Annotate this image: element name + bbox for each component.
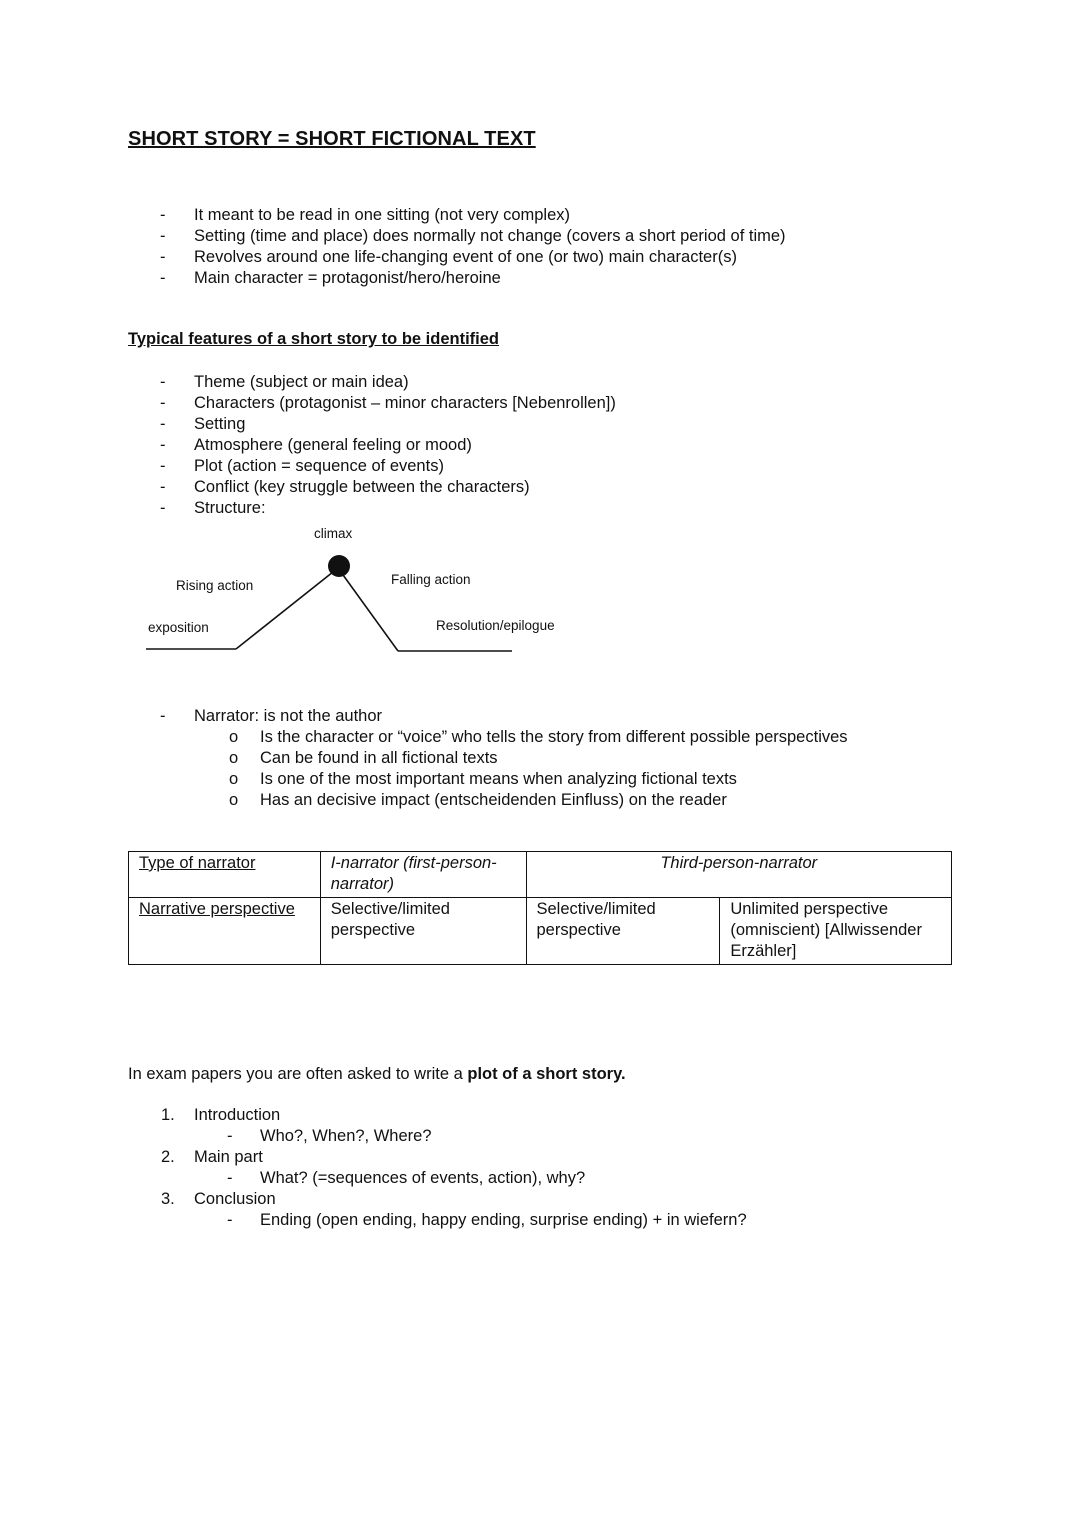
sub-item: - Ending (open ending, happy ending, surprise ending) + in wiefern? bbox=[227, 1211, 747, 1229]
narrator-table bbox=[128, 851, 952, 965]
falling-action-line bbox=[338, 568, 398, 651]
list-item: - Main character = protagonist/hero/heroine bbox=[160, 269, 501, 287]
sub-item: - What? (=sequences of events, action), why? bbox=[227, 1169, 586, 1187]
plot-steps bbox=[161, 1105, 747, 1231]
circle-marker: o bbox=[229, 728, 239, 746]
narrator-list bbox=[160, 706, 383, 727]
table-cell: Type of narrator bbox=[129, 852, 321, 898]
dash-marker: - bbox=[227, 1211, 233, 1229]
dash-marker: - bbox=[160, 394, 166, 412]
dash-marker: - bbox=[160, 499, 166, 517]
plot-structure-diagram bbox=[140, 520, 580, 670]
list-item: - Plot (action = sequence of events) bbox=[160, 457, 444, 475]
intro-list bbox=[160, 205, 786, 289]
list-item: 2. Main part - What? (=sequences of events, action), why? bbox=[194, 1147, 747, 1189]
dash-marker: - bbox=[160, 707, 166, 725]
table-row bbox=[129, 852, 952, 898]
circle-marker: o bbox=[229, 791, 239, 809]
circle-marker: o bbox=[229, 770, 239, 788]
list-item: - It meant to be read in one sitting (not very complex) bbox=[160, 206, 571, 224]
sub-item: - Who?, When?, Where? bbox=[227, 1127, 432, 1145]
falling-action-label: Falling action bbox=[391, 572, 471, 587]
dash-marker: - bbox=[160, 457, 166, 475]
resolution-label: Resolution/epilogue bbox=[436, 618, 555, 633]
list-item: o Has an decisive impact (entscheidenden Einfluss) on the reader bbox=[229, 791, 727, 809]
features-heading: Typical features of a short story to be identified bbox=[128, 330, 500, 348]
dash-marker: - bbox=[160, 269, 166, 287]
list-item: - Conflict (key struggle between the characters) bbox=[160, 478, 530, 496]
table-cell: Narrative perspective bbox=[129, 898, 321, 965]
plot-intro: In exam papers you are often asked to write a plot of a short story. bbox=[128, 1065, 626, 1083]
dash-marker: - bbox=[227, 1169, 233, 1187]
table-cell: Selective/limited perspective bbox=[320, 898, 526, 965]
dash-marker: - bbox=[160, 415, 166, 433]
list-item: - Revolves around one life-changing event of one (or two) main character(s) bbox=[160, 248, 737, 266]
dash-marker: - bbox=[160, 373, 166, 391]
dash-marker: - bbox=[160, 436, 166, 454]
list-item: o Is the character or “voice” who tells the story from different possible perspectives bbox=[229, 728, 848, 746]
list-item: - Structure: bbox=[160, 499, 266, 517]
list-item: - Theme (subject or main idea) bbox=[160, 373, 409, 391]
page-title: SHORT STORY = SHORT FICTIONAL TEXT bbox=[128, 128, 536, 150]
table-cell: I-narrator (first-person-narrator) bbox=[320, 852, 526, 898]
dash-marker: - bbox=[160, 248, 166, 266]
dash-marker: - bbox=[227, 1127, 233, 1145]
climax-label: climax bbox=[314, 526, 353, 541]
dash-marker: - bbox=[160, 227, 166, 245]
dash-marker: - bbox=[160, 206, 166, 224]
list-item: o Is one of the most important means when analyzing fictional texts bbox=[229, 770, 737, 788]
dash-marker: - bbox=[160, 478, 166, 496]
list-item: o Can be found in all fictional texts bbox=[229, 749, 498, 767]
list-item: - Atmosphere (general feeling or mood) bbox=[160, 436, 472, 454]
narrator-points bbox=[229, 727, 848, 811]
table-cell: Selective/limited perspective bbox=[526, 898, 720, 965]
table-row bbox=[129, 898, 952, 965]
table-cell: Unlimited perspective (omniscient) [Allwissender Erzähler] bbox=[720, 898, 952, 965]
rising-action-label: Rising action bbox=[176, 578, 254, 593]
list-item: 3. Conclusion - Ending (open ending, happy ending, surprise ending) + in wiefern? bbox=[161, 1190, 747, 1229]
exposition-label: exposition bbox=[148, 620, 209, 635]
list-item: 1. Introduction - Who?, When?, Where? bbox=[194, 1105, 747, 1147]
list-item: - Narrator: is not the author bbox=[160, 707, 383, 725]
circle-marker: o bbox=[229, 749, 239, 767]
list-item: - Characters (protagonist – minor characters [Nebenrollen]) bbox=[160, 394, 616, 412]
list-item: - Setting (time and place) does normally not change (covers a short period of time) bbox=[160, 227, 786, 245]
features-list bbox=[160, 372, 616, 519]
climax-dot bbox=[328, 555, 350, 577]
table-cell: Third-person-narrator bbox=[526, 852, 952, 898]
list-item: - Setting bbox=[160, 415, 246, 433]
